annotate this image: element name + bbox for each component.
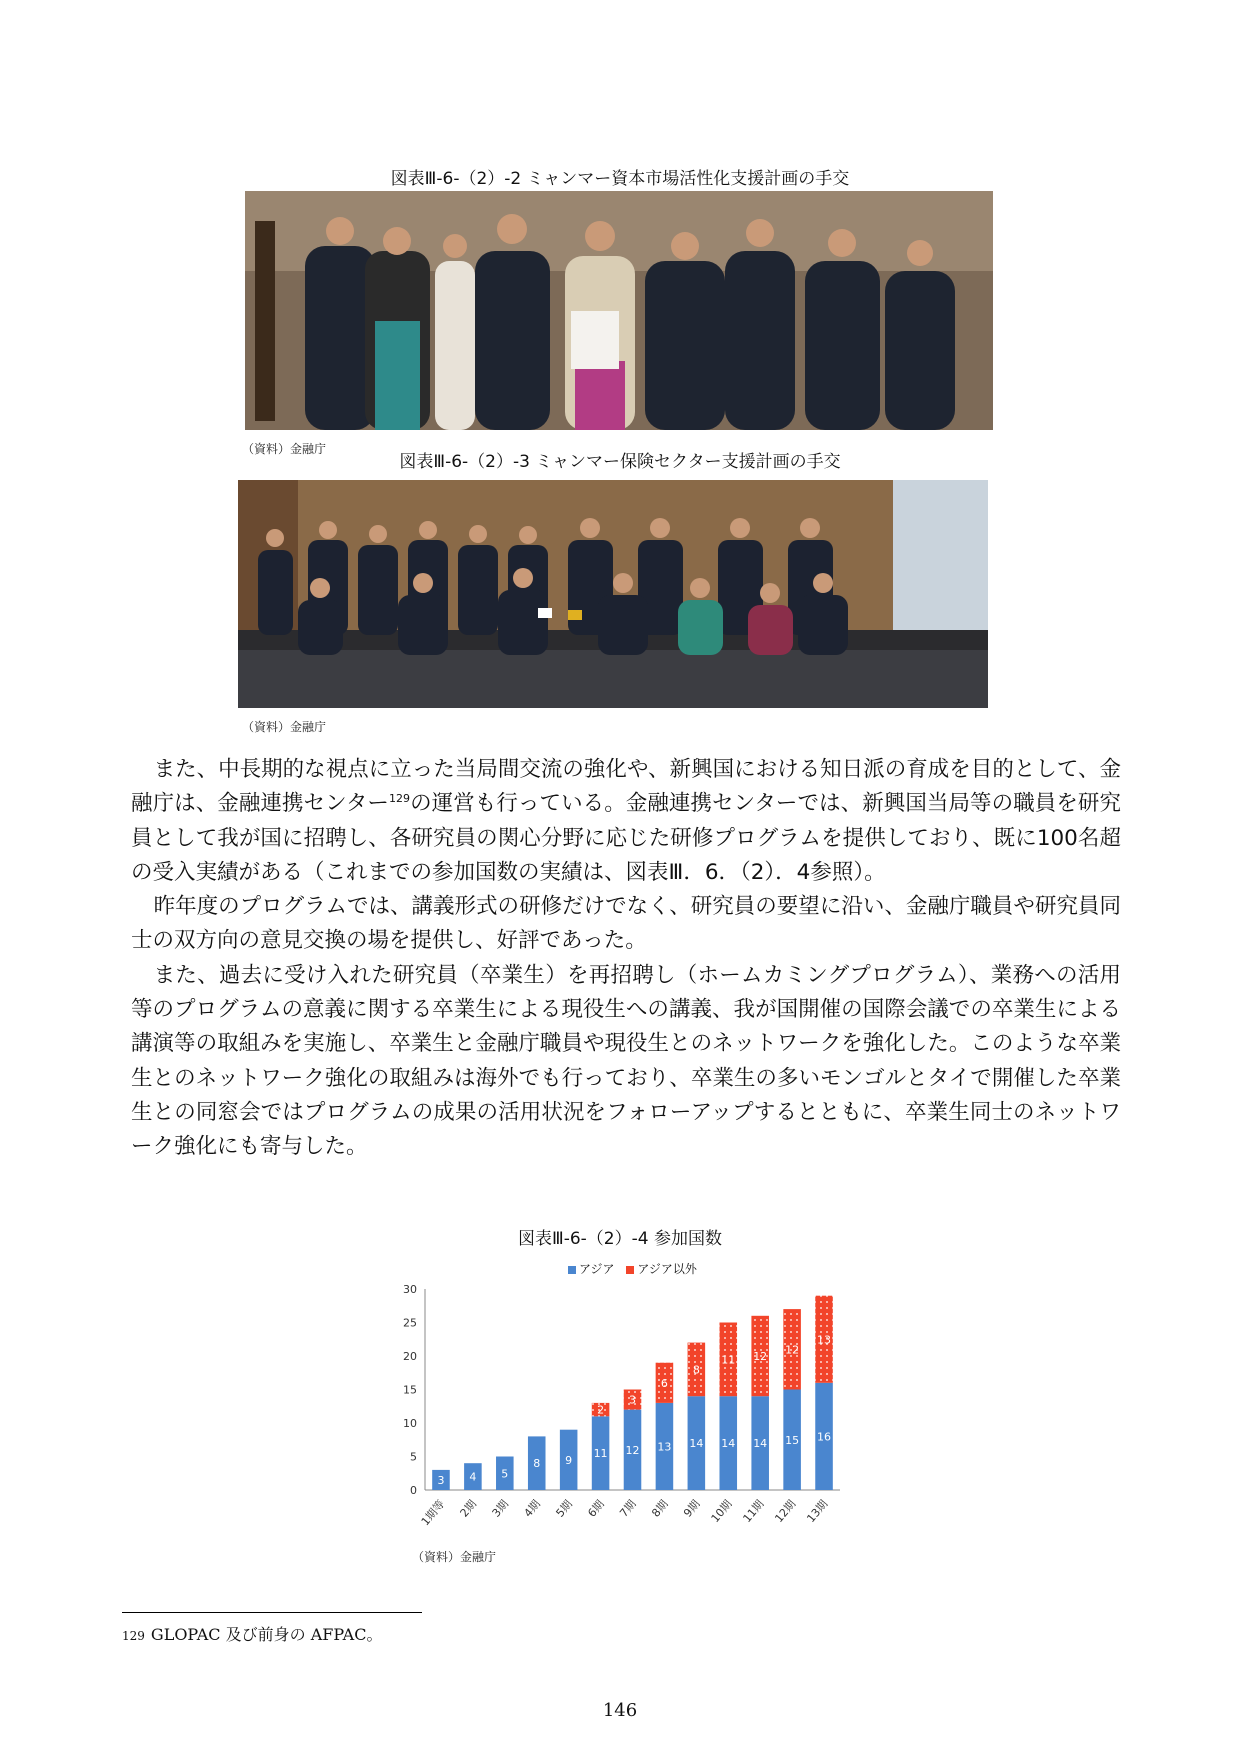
footnote-divider: [122, 1612, 422, 1613]
paragraph-2: 昨年度のプログラムでは、講義形式の研修だけでなく、研究員の要望に沿い、金融庁職員や研究員同士の双方向の意見交換の場を提供し、好評であった。: [131, 894, 1121, 954]
legend-swatch-non-asia: [626, 1266, 634, 1274]
legend-label-non-asia: アジア以外: [637, 1262, 697, 1276]
figure-2-source: （資料）金融庁: [242, 442, 327, 456]
footnote-text: GLOPAC 及び前身の AFPAC。: [150, 1625, 383, 1644]
bar-label-asia: 16: [817, 1430, 832, 1444]
x-tick-label: 7期: [617, 1497, 639, 1520]
bar-label-non-asia: 3: [629, 1393, 636, 1407]
paragraph-1: [131, 753, 1121, 890]
y-tick-label: 15: [403, 1383, 417, 1397]
paragraph-1-text-a: また、中長期的な視点に立った当局間交流の強化や、新興国における知日派の育成を目的として、金融庁は、金融連携センター: [131, 757, 1121, 817]
bar-label-non-asia: 6: [660, 1376, 668, 1390]
body-text: [131, 753, 1121, 1165]
legend-swatch-asia: [568, 1266, 576, 1274]
y-tick-label: 0: [410, 1484, 417, 1497]
footnote-ref-129: 129: [389, 792, 410, 806]
figure-2-caption: 図表Ⅲ-6-（2）-2 ミャンマー資本市場活性化支援計画の手交: [390, 169, 850, 189]
bar-label-asia: 14: [753, 1437, 768, 1451]
x-tick-label: 3期: [489, 1497, 512, 1520]
y-tick-label: 10: [403, 1417, 417, 1430]
paragraph-3: また、過去に受け入れた研究員（卒業生）を再招聘し（ホームカミングプログラム）、業務への活用等のプログラムの意義に関する卒業生による現役生への講義、我が国開催の国際会議での卒業生による講演等の取組みを実施し、卒業生と金融庁職員や現役生とのネットワークを強化した。このような卒業生とのネットワーク強化の取組みは海外でも行っており、卒業生の多いモンゴルとタイで開催した卒業生との同窓会ではプログラムの成果の活用状況をフォローアップするとともに、卒業生同士のネットワーク強化にも寄与した。: [131, 962, 1121, 1160]
bar-label-asia: 11: [593, 1447, 608, 1461]
bar-label-asia: 8: [533, 1457, 541, 1471]
legend-label-asia: アジア: [579, 1262, 615, 1276]
y-tick-label: 25: [403, 1316, 417, 1330]
bar-label-non-asia: 8: [692, 1363, 700, 1377]
x-tick-label: 9期: [681, 1497, 703, 1520]
bar-label-non-asia: 13: [817, 1333, 832, 1347]
bar-label-asia: 4: [469, 1470, 477, 1484]
bar-label-asia: 15: [785, 1433, 800, 1447]
bar-label-asia: 12: [625, 1443, 640, 1457]
figure-3-source: （資料）金融庁: [242, 720, 327, 734]
y-tick-label: 20: [403, 1350, 417, 1363]
footnote-number: 129: [122, 1629, 145, 1643]
bar-label-asia: 14: [721, 1437, 736, 1451]
paragraph-1-text-b: の運営も行っている。金融連携センターでは、新興国当局等の職員を研究員として我が国に招聘し、各研究員の関心分野に応じた研修プログラムを提供しており、既に100名超の受入実績がある（これまでの参加国数の実績は、図表Ⅲ．6．（2）．4参照）。: [131, 791, 1121, 885]
bar-label-asia: 9: [565, 1453, 573, 1467]
footnote: [122, 1622, 382, 1645]
bar-label-non-asia: 12: [753, 1350, 768, 1363]
x-tick-label: 11期: [740, 1497, 767, 1526]
x-tick-label: 2期: [457, 1497, 480, 1520]
bar-label-asia: 14: [689, 1437, 704, 1451]
y-tick-label: 5: [410, 1450, 417, 1464]
bar-label-asia: 3: [437, 1473, 445, 1487]
x-tick-label: 1期等: [418, 1497, 448, 1529]
y-tick-label: 30: [403, 1283, 417, 1296]
x-tick-label: 4期: [521, 1497, 544, 1520]
chart-title: 図表Ⅲ-6-（2）-4 参加国数: [518, 1229, 722, 1249]
x-tick-label: 13期: [804, 1497, 831, 1526]
participant-countries-chart: [380, 1275, 850, 1545]
figure-3-photo: [238, 480, 988, 708]
figure-2-photo: [245, 191, 993, 430]
page-number: 146: [602, 1700, 638, 1721]
x-tick-label: 8期: [649, 1497, 671, 1520]
bar-label-asia: 5: [501, 1467, 509, 1481]
x-tick-label: 6期: [585, 1497, 607, 1520]
bar-label-non-asia: 12: [785, 1343, 800, 1357]
x-tick-label: 5期: [553, 1497, 575, 1520]
x-tick-label: 10期: [708, 1497, 735, 1526]
bar-label-asia: 13: [657, 1440, 672, 1454]
chart-source: （資料）金融庁: [412, 1550, 497, 1564]
bar-label-non-asia: 2: [597, 1403, 605, 1417]
x-tick-label: 12期: [772, 1497, 799, 1526]
figure-3-caption: 図表Ⅲ-6-（2）-3 ミャンマー保険セクター支援計画の手交: [399, 452, 841, 472]
bar-label-non-asia: 11: [721, 1353, 736, 1367]
